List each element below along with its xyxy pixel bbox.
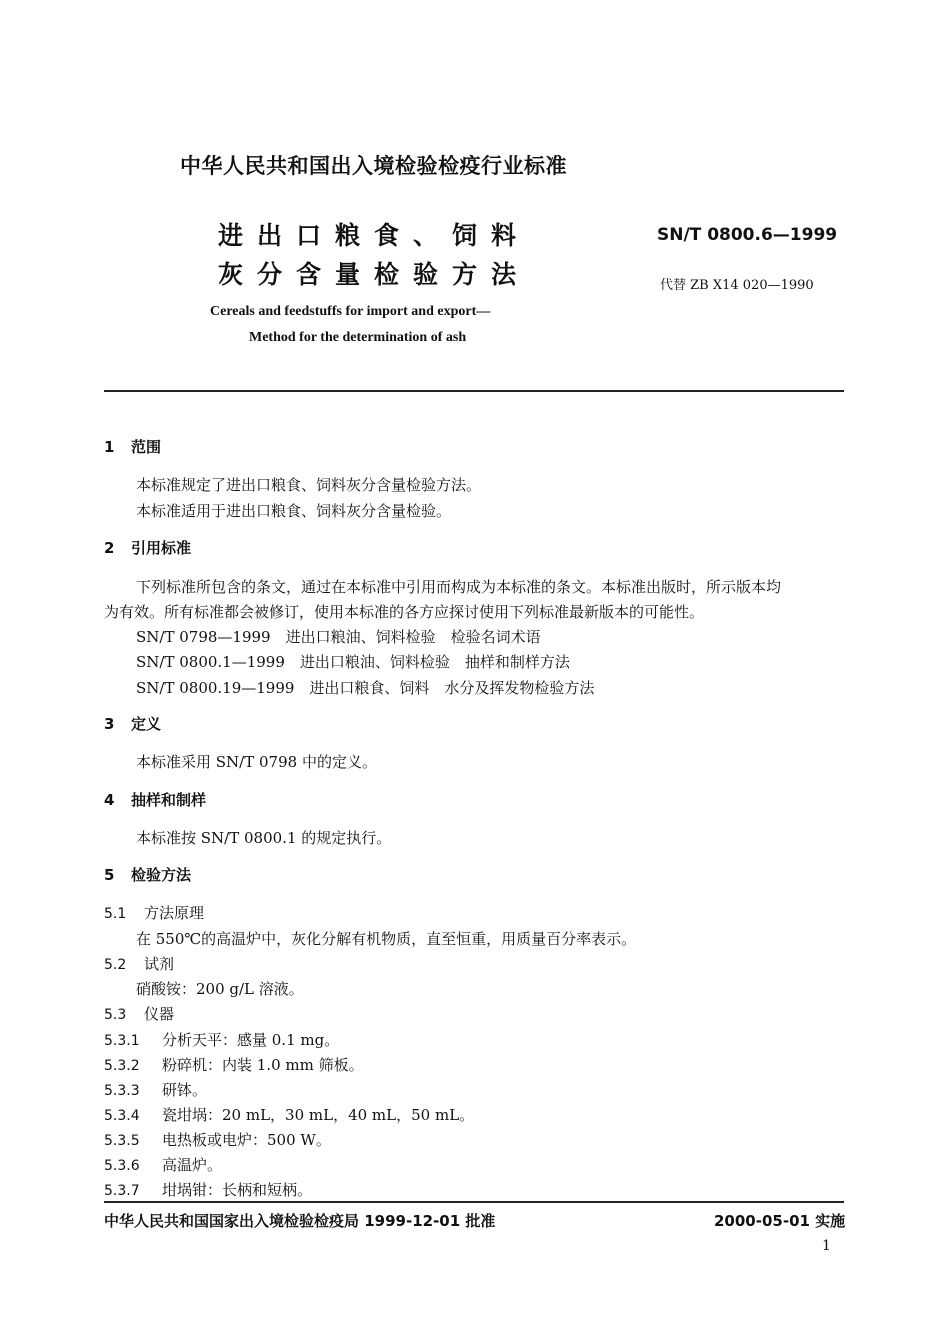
section-number: 3 bbox=[104, 715, 115, 733]
section-1-heading bbox=[104, 436, 161, 457]
subsection-5-2-heading bbox=[104, 953, 174, 974]
english-title-line-2: Method for the determination of ash bbox=[249, 330, 467, 345]
reference-item: SN/T 0800.19—1999 进出口粮食、饲料 水分及挥发物检验方法 bbox=[136, 679, 595, 697]
implementation-date: 2000-05-01 实施 bbox=[714, 1212, 846, 1230]
instrument-number: 5.3.5 bbox=[104, 1133, 140, 1149]
instrument-text: 高温炉。 bbox=[162, 1156, 223, 1174]
subsection-title: 试剂 bbox=[144, 955, 175, 973]
footer-divider bbox=[104, 1201, 844, 1203]
section-title: 定义 bbox=[131, 715, 162, 733]
instrument-item bbox=[104, 1079, 207, 1100]
section-title: 引用标准 bbox=[131, 539, 192, 557]
instrument-number: 5.3.3 bbox=[104, 1083, 140, 1099]
instrument-item bbox=[104, 1179, 312, 1200]
section-1-paragraph-1: 本标准规定了进出口粮食、饲料灰分含量检验方法。 bbox=[136, 476, 482, 494]
instrument-text: 分析天平：感量 0.1 mg。 bbox=[162, 1031, 340, 1049]
section-number: 1 bbox=[104, 438, 115, 456]
section-number: 2 bbox=[104, 539, 115, 557]
section-4-heading bbox=[104, 789, 206, 810]
subsection-5-1-text: 在 550℃的高温炉中，灰化分解有机物质，直至恒重，用质量百分率表示。 bbox=[136, 930, 637, 948]
section-3-paragraph: 本标准采用 SN/T 0798 中的定义。 bbox=[136, 753, 377, 771]
reference-item: SN/T 0800.1—1999 进出口粮油、饲料检验 抽样和制样方法 bbox=[136, 653, 570, 671]
section-number: 4 bbox=[104, 791, 115, 809]
instrument-text: 电热板或电炉：500 W。 bbox=[162, 1131, 331, 1149]
issuing-organization: 中华人民共和国出入境检验检疫行业标准 bbox=[180, 154, 567, 178]
subsection-5-2-text: 硝酸铵：200 g/L 溶液。 bbox=[136, 980, 304, 998]
instrument-text: 坩埚钳：长柄和短柄。 bbox=[162, 1181, 313, 1199]
section-title: 范围 bbox=[131, 438, 162, 456]
subsection-5-3-heading bbox=[104, 1003, 174, 1024]
instrument-item bbox=[104, 1054, 364, 1075]
section-number: 5 bbox=[104, 866, 115, 884]
subsection-number: 5.2 bbox=[104, 957, 127, 973]
subsection-title: 方法原理 bbox=[144, 904, 205, 922]
standard-number: SN/T 0800.6—1999 bbox=[657, 225, 838, 245]
instrument-item bbox=[104, 1154, 222, 1175]
section-title: 检验方法 bbox=[131, 866, 192, 884]
subsection-number: 5.3 bbox=[104, 1007, 127, 1023]
subsection-5-1-heading bbox=[104, 902, 204, 923]
instrument-item bbox=[104, 1104, 474, 1125]
instrument-text: 瓷坩埚：20 mL，30 mL，40 mL，50 mL。 bbox=[162, 1106, 475, 1124]
title-line-1: 进出口粮食、饲料 bbox=[218, 221, 531, 250]
instrument-item bbox=[104, 1129, 331, 1150]
replaces-standard: 代替 ZB X14 020—1990 bbox=[660, 278, 814, 293]
page-number: 1 bbox=[822, 1238, 831, 1254]
approval-line: 中华人民共和国国家出入境检验检疫局 1999-12-01 批准 bbox=[104, 1212, 496, 1230]
section-title: 抽样和制样 bbox=[131, 791, 207, 809]
instrument-number: 5.3.2 bbox=[104, 1058, 140, 1074]
section-4-paragraph: 本标准按 SN/T 0800.1 的规定执行。 bbox=[136, 829, 392, 847]
english-title-line-1: Cereals and feedstuffs for import and export— bbox=[210, 304, 491, 319]
section-5-heading bbox=[104, 864, 191, 885]
section-2-heading bbox=[104, 537, 191, 558]
instrument-number: 5.3.1 bbox=[104, 1033, 140, 1049]
subsection-number: 5.1 bbox=[104, 906, 127, 922]
instrument-number: 5.3.4 bbox=[104, 1108, 140, 1124]
subsection-title: 仪器 bbox=[144, 1005, 175, 1023]
section-3-heading bbox=[104, 713, 161, 734]
instrument-number: 5.3.7 bbox=[104, 1183, 140, 1199]
instrument-text: 粉碎机：内装 1.0 mm 筛板。 bbox=[162, 1056, 364, 1074]
instrument-number: 5.3.6 bbox=[104, 1158, 140, 1174]
instrument-text: 研钵。 bbox=[162, 1081, 208, 1099]
reference-item: SN/T 0798—1999 进出口粮油、饲料检验 检验名词术语 bbox=[136, 628, 541, 646]
section-2-paragraph-line-2: 为有效。所有标准都会被修订，使用本标准的各方应探讨使用下列标准最新版本的可能性。 bbox=[104, 603, 705, 621]
section-2-paragraph-line-1: 下列标准所包含的条文，通过在本标准中引用而构成为本标准的条文。本标准出版时，所示版本均 bbox=[136, 578, 782, 596]
section-1-paragraph-2: 本标准适用于进出口粮食、饲料灰分含量检验。 bbox=[136, 502, 452, 520]
title-line-2: 灰分含量检验方法 bbox=[218, 260, 531, 289]
instrument-item bbox=[104, 1029, 339, 1050]
header-divider bbox=[104, 390, 844, 392]
